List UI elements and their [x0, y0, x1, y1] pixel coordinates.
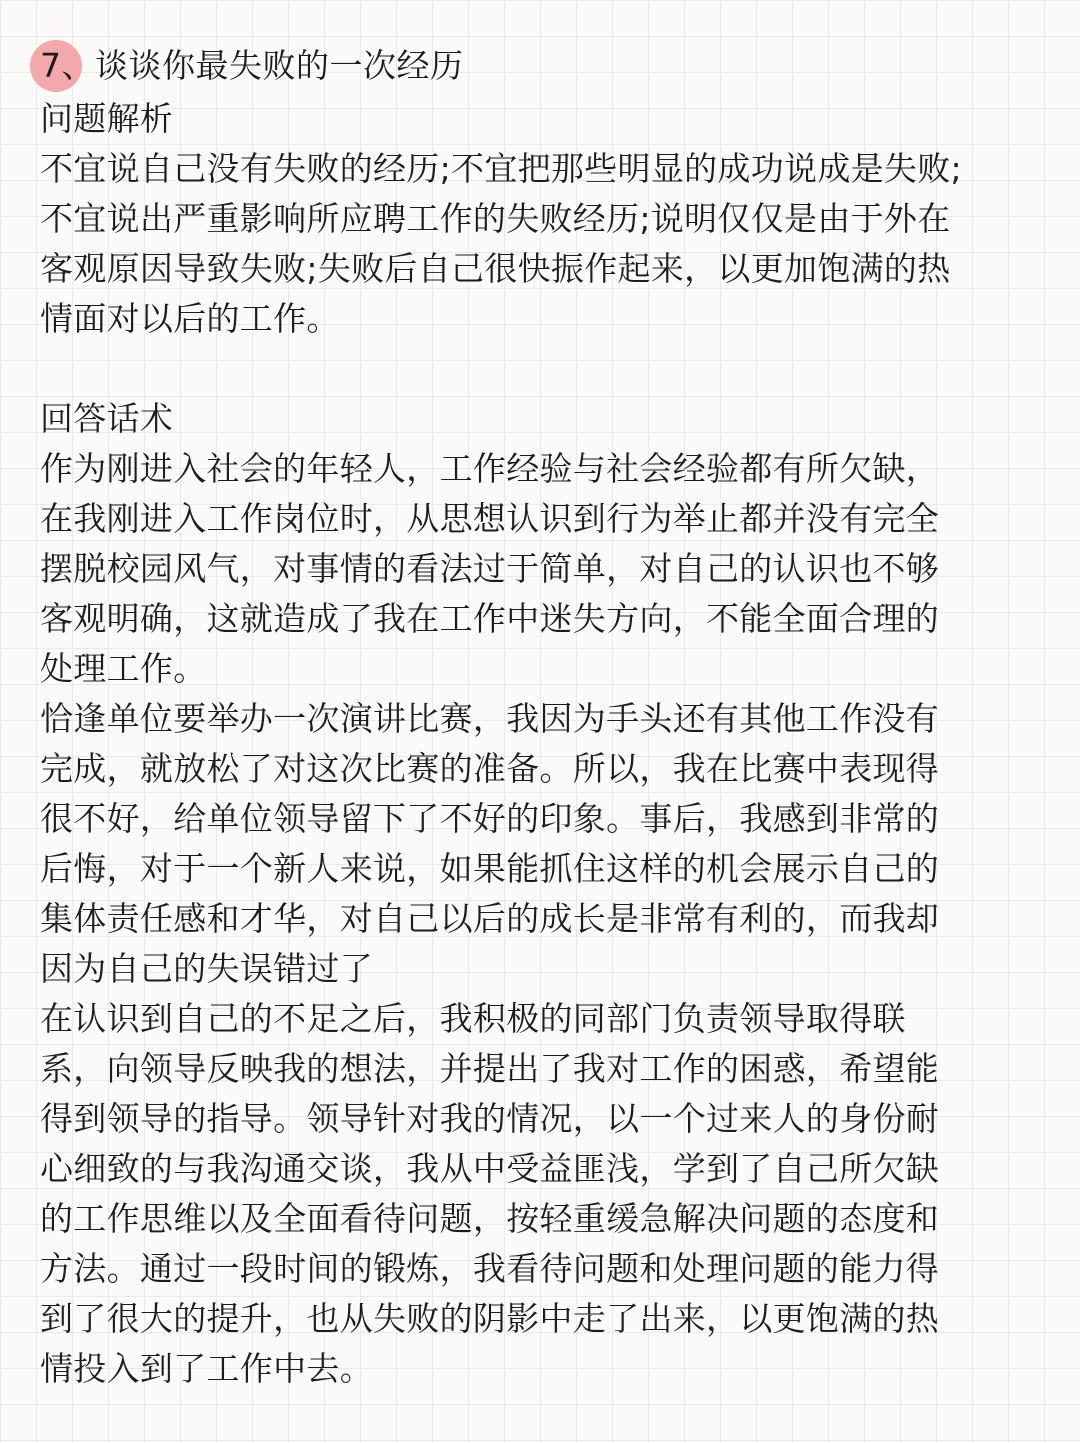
answer-line: 集体责任感和才华，对自己以后的成长是非常有利的，而我却	[40, 899, 940, 938]
analysis-heading: 问题解析	[40, 99, 174, 138]
answer-line: 处理工作。	[40, 649, 207, 688]
answer-line: 完成，就放松了对这次比赛的准备。所以，我在比赛中表现得	[40, 749, 940, 788]
answer-line: 恰逢单位要举办一次演讲比赛，我因为手头还有其他工作没有	[40, 699, 940, 738]
answer-line: 很不好，给单位领导留下了不好的印象。事后，我感到非常的	[40, 799, 940, 838]
answer-line: 得到领导的指导。领导针对我的情况，以一个过来人的身份耐	[40, 1099, 940, 1138]
answer-line: 心细致的与我沟通交谈，我从中受益匪浅，学到了自己所欠缺	[40, 1149, 940, 1188]
document-page	[40, 38, 1040, 1394]
answer-line: 的工作思维以及全面看待问题，按轻重缓急解决问题的态度和	[40, 1199, 940, 1238]
answer-line: 情投入到了工作中去。	[40, 1349, 373, 1388]
answer-line: 到了很大的提升，也从失败的阴影中走了出来，以更饱满的热	[40, 1299, 940, 1338]
analysis-line: 不宜说自己没有失败的经历;不宜把那些明显的成功说成是失败;	[40, 149, 962, 188]
answer-line: 在认识到自己的不足之后，我积极的同部门负责领导取得联	[40, 999, 906, 1038]
answer-line: 方法。通过一段时间的锻炼，我看待问题和处理问题的能力得	[40, 1249, 940, 1288]
answer-line: 系，向领导反映我的想法，并提出了我对工作的困惑，希望能	[40, 1049, 940, 1088]
analysis-line: 客观原因导致失败;失败后自己很快振作起来，以更加饱满的热	[40, 249, 951, 288]
section-spacer	[40, 344, 1040, 394]
answer-line: 作为刚进入社会的年轻人，工作经验与社会经验都有所欠缺，	[40, 449, 940, 488]
answer-line: 客观明确，这就造成了我在工作中迷失方向，不能全面合理的	[40, 599, 940, 638]
page-title: 7、谈谈你最失败的一次经历	[40, 46, 464, 85]
answer-line: 后悔，对于一个新人来说，如果能抓住这样的机会展示自己的	[40, 849, 940, 888]
analysis-line: 情面对以后的工作。	[40, 299, 340, 338]
answer-line: 摆脱校园风气，对事情的看法过于简单，对自己的认识也不够	[40, 549, 940, 588]
title-row	[40, 38, 1040, 94]
answer-line: 在我刚进入工作岗位时，从思想认识到行为举止都并没有完全	[40, 499, 940, 538]
answer-heading: 回答话术	[40, 399, 174, 438]
answer-line: 因为自己的失误错过了	[40, 949, 373, 988]
analysis-line: 不宜说出严重影响所应聘工作的失败经历;说明仅仅是由于外在	[40, 199, 951, 238]
